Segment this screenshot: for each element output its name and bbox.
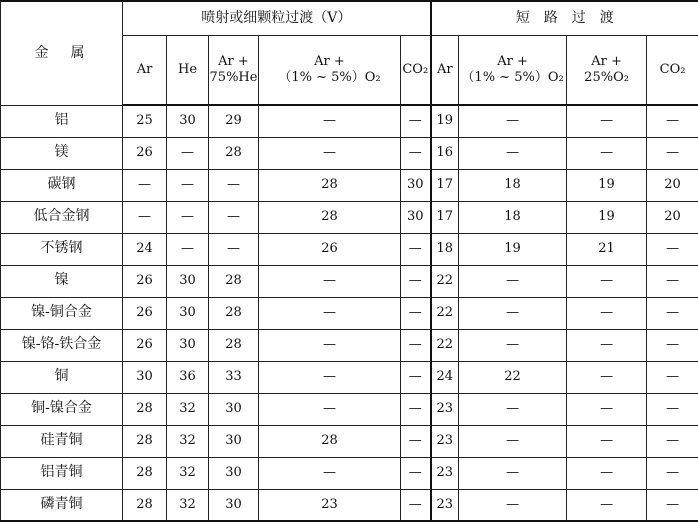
- voltage-cell: 26: [123, 137, 167, 169]
- voltage-cell: —: [567, 425, 647, 457]
- table-row: [1, 201, 698, 233]
- voltage-cell: 23: [431, 489, 459, 521]
- voltage-cell: 28: [209, 137, 259, 169]
- voltage-cell: —: [209, 233, 259, 265]
- voltage-cell: —: [567, 489, 647, 521]
- voltage-cell: —: [167, 201, 209, 233]
- voltage-cell: 20: [647, 201, 698, 233]
- short-col-ar-25o2: [567, 35, 647, 105]
- table-row: [1, 265, 698, 297]
- metal-column-header: 金 属: [1, 1, 123, 105]
- voltage-cell: —: [459, 457, 567, 489]
- voltage-cell: —: [567, 393, 647, 425]
- voltage-cell: —: [647, 361, 698, 393]
- voltage-cell: 30: [401, 201, 431, 233]
- voltage-cell: 18: [431, 233, 459, 265]
- voltage-cell: —: [459, 105, 567, 137]
- voltage-cell: 23: [431, 457, 459, 489]
- metal-name-cell: 镁: [1, 137, 123, 169]
- voltage-cell: —: [259, 297, 401, 329]
- voltage-cell: —: [459, 425, 567, 457]
- voltage-cell: —: [259, 393, 401, 425]
- metal-name-cell: 镍-铜合金: [1, 297, 123, 329]
- voltage-cell: —: [401, 457, 431, 489]
- voltage-cell: 19: [459, 233, 567, 265]
- voltage-cell: —: [167, 169, 209, 201]
- voltage-cell: —: [401, 425, 431, 457]
- voltage-cell: 24: [123, 233, 167, 265]
- voltage-cell: —: [459, 137, 567, 169]
- voltage-cell: —: [401, 105, 431, 137]
- voltage-cell: 26: [259, 233, 401, 265]
- metal-name-cell: 铝: [1, 105, 123, 137]
- gas-label-line1: Ar +: [259, 54, 400, 70]
- voltage-cell: —: [259, 361, 401, 393]
- voltage-cell: —: [647, 393, 698, 425]
- voltage-cell: 19: [567, 169, 647, 201]
- voltage-cell: 32: [167, 425, 209, 457]
- voltage-cell: —: [567, 329, 647, 361]
- voltage-cell: 30: [209, 489, 259, 521]
- voltage-cell: 30: [167, 105, 209, 137]
- voltage-cell: —: [567, 137, 647, 169]
- voltage-cell: —: [401, 265, 431, 297]
- voltage-cell: —: [567, 361, 647, 393]
- table-row: [1, 297, 698, 329]
- voltage-cell: 28: [209, 265, 259, 297]
- voltage-cell: 30: [167, 265, 209, 297]
- voltage-cell: 28: [123, 489, 167, 521]
- spray-col-he: [167, 35, 209, 105]
- spray-col-ar-o2: [259, 35, 401, 105]
- voltage-cell: —: [123, 169, 167, 201]
- voltage-cell: 28: [259, 201, 401, 233]
- table-row: [1, 105, 698, 137]
- voltage-cell: 33: [209, 361, 259, 393]
- voltage-cell: —: [401, 233, 431, 265]
- voltage-cell: —: [647, 233, 698, 265]
- metal-name-cell: 镍-铬-铁合金: [1, 329, 123, 361]
- voltage-cell: —: [167, 137, 209, 169]
- metal-name-cell: 不锈钢: [1, 233, 123, 265]
- table-row: [1, 137, 698, 169]
- voltage-cell: 30: [209, 457, 259, 489]
- voltage-cell: 24: [431, 361, 459, 393]
- gas-label-line1: Ar +: [209, 54, 258, 70]
- spray-col-co2: [401, 35, 431, 105]
- voltage-cell: —: [567, 457, 647, 489]
- voltage-cell: —: [647, 105, 698, 137]
- voltage-cell: 23: [431, 393, 459, 425]
- gas-label: Ar: [432, 62, 459, 78]
- voltage-cell: 30: [167, 329, 209, 361]
- voltage-cell: —: [459, 393, 567, 425]
- voltage-cell: 26: [123, 329, 167, 361]
- short-circuit-header: 短 路 过 渡: [431, 1, 698, 35]
- voltage-cell: —: [459, 297, 567, 329]
- voltage-cell: 28: [123, 425, 167, 457]
- voltage-cell: —: [123, 201, 167, 233]
- voltage-cell: —: [401, 297, 431, 329]
- voltage-cell: 17: [431, 169, 459, 201]
- voltage-cell: 30: [401, 169, 431, 201]
- metal-name-cell: 硅青铜: [1, 425, 123, 457]
- voltage-cell: —: [459, 329, 567, 361]
- spray-col-ar-he: [209, 35, 259, 105]
- voltage-cell: 22: [459, 361, 567, 393]
- voltage-cell: 30: [209, 393, 259, 425]
- voltage-cell: 19: [431, 105, 459, 137]
- voltage-cell: 32: [167, 489, 209, 521]
- metal-name-cell: 磷青铜: [1, 489, 123, 521]
- voltage-cell: 36: [167, 361, 209, 393]
- metal-name-cell: 铜: [1, 361, 123, 393]
- voltage-cell: —: [567, 105, 647, 137]
- voltage-cell: —: [459, 489, 567, 521]
- voltage-cell: —: [209, 201, 259, 233]
- voltage-cell: 23: [431, 425, 459, 457]
- voltage-cell: 17: [431, 201, 459, 233]
- voltage-cell: 32: [167, 393, 209, 425]
- table-row: [1, 169, 698, 201]
- voltage-cell: 16: [431, 137, 459, 169]
- metal-name-cell: 低合金钢: [1, 201, 123, 233]
- gas-label: Ar: [123, 62, 166, 78]
- voltage-cell: —: [647, 329, 698, 361]
- voltage-cell: —: [259, 105, 401, 137]
- voltage-cell: 21: [567, 233, 647, 265]
- voltage-cell: 30: [123, 361, 167, 393]
- voltage-cell: —: [567, 265, 647, 297]
- voltage-cell: 28: [209, 329, 259, 361]
- table-row: [1, 361, 698, 393]
- voltage-cell: 18: [459, 169, 567, 201]
- voltage-cell: 19: [567, 201, 647, 233]
- voltage-cell: —: [647, 297, 698, 329]
- voltage-cell: —: [259, 265, 401, 297]
- metal-name-cell: 镍: [1, 265, 123, 297]
- voltage-cell: 22: [431, 265, 459, 297]
- header-row-groups: [1, 1, 698, 35]
- voltage-cell: 26: [123, 297, 167, 329]
- table-row: [1, 489, 698, 521]
- voltage-cell: 25: [123, 105, 167, 137]
- table-row: [1, 393, 698, 425]
- voltage-cell: 23: [259, 489, 401, 521]
- voltage-cell: 22: [431, 297, 459, 329]
- table-body: [1, 105, 698, 521]
- gas-label-line2: （1% ~ 5%）O₂: [459, 70, 566, 86]
- table-row: [1, 425, 698, 457]
- gas-label-line1: Ar +: [459, 54, 566, 70]
- voltage-cell: 18: [459, 201, 567, 233]
- voltage-cell: —: [567, 297, 647, 329]
- gas-label-line2: 25%O₂: [567, 70, 646, 86]
- voltage-cell: —: [647, 137, 698, 169]
- voltage-cell: —: [401, 329, 431, 361]
- metal-name-cell: 铝青铜: [1, 457, 123, 489]
- voltage-cell: 30: [167, 297, 209, 329]
- voltage-cell: —: [259, 329, 401, 361]
- table-row: [1, 233, 698, 265]
- voltage-cell: —: [209, 169, 259, 201]
- voltage-cell: 32: [167, 457, 209, 489]
- gas-label: He: [167, 62, 208, 78]
- voltage-cell: —: [259, 457, 401, 489]
- gas-label-line2: （1% ~ 5%）O₂: [259, 70, 400, 86]
- voltage-cell: 28: [123, 393, 167, 425]
- spray-col-ar: [123, 35, 167, 105]
- voltage-cell: —: [401, 361, 431, 393]
- metal-name-cell: 碳钢: [1, 169, 123, 201]
- voltage-cell: 26: [123, 265, 167, 297]
- voltage-cell: —: [259, 137, 401, 169]
- gas-label-line2: 75%He: [209, 70, 258, 86]
- voltage-cell: 28: [209, 297, 259, 329]
- voltage-cell: 22: [431, 329, 459, 361]
- voltage-cell: —: [647, 425, 698, 457]
- voltage-cell: —: [459, 265, 567, 297]
- gas-label: CO₂: [647, 62, 698, 78]
- voltage-cell: 29: [209, 105, 259, 137]
- table-row: [1, 457, 698, 489]
- voltage-cell: —: [647, 265, 698, 297]
- voltage-cell: 20: [647, 169, 698, 201]
- gas-label: CO₂: [401, 62, 430, 78]
- voltage-cell: —: [167, 233, 209, 265]
- voltage-cell: —: [647, 457, 698, 489]
- voltage-cell: 28: [259, 425, 401, 457]
- voltage-cell: 28: [123, 457, 167, 489]
- voltage-cell: —: [401, 393, 431, 425]
- table-row: [1, 329, 698, 361]
- voltage-cell: —: [401, 489, 431, 521]
- short-col-co2: [647, 35, 698, 105]
- voltage-cell: —: [401, 137, 431, 169]
- metal-name-cell: 铜-镍合金: [1, 393, 123, 425]
- short-col-ar: [431, 35, 459, 105]
- gas-label-line1: Ar +: [567, 54, 646, 70]
- short-col-ar-o2: [459, 35, 567, 105]
- voltage-cell: 30: [209, 425, 259, 457]
- voltage-cell: 28: [259, 169, 401, 201]
- spray-transfer-header: 喷射或细颗粒过渡（V）: [123, 1, 431, 35]
- voltage-cell: —: [647, 489, 698, 521]
